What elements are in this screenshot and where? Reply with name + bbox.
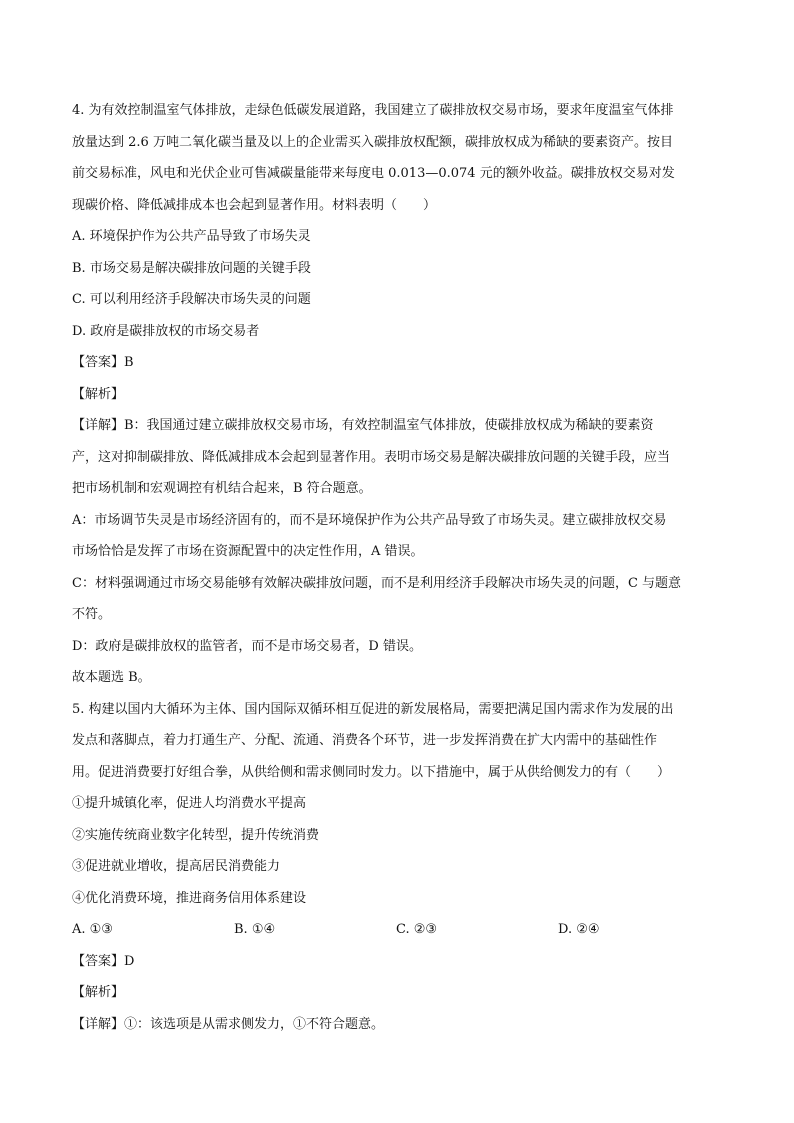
explanation-line: 【详解】①：该选项是从需求侧发力，①不符合题意。 (72, 1016, 385, 1032)
explanation-line: D：政府是碳排放权的监管者，而不是市场交易者，D 错误。 (72, 638, 422, 654)
explanation-line: A：市场调节失灵是市场经济固有的，而不是环境保护作为公共产品导致了市场失灵。建立碳排放权交易 (72, 512, 667, 528)
explanation-line: 市场恰恰是发挥了市场在资源配置中的决定性作用，A 错误。 (72, 544, 424, 559)
question-stem-line: 用。促进消费要打好组合拳，从供给侧和需求侧同时发力。以下措施中，属于从供给侧发力的有（ ） (72, 764, 671, 780)
question-4 (72, 95, 722, 694)
explanation-line: C：材料强调通过市场交易能够有效解决碳排放问题，而不是利用经济手段解决市场失灵的问题，C 与题意 (72, 575, 682, 591)
explanation-line: 把市场机制和宏观调控有机结合起来，B 符合题意。 (72, 481, 372, 496)
option-a: A. 环境保护作为公共产品导致了市场失灵 (72, 229, 311, 244)
question-stem-line: 4. 为有效控制温室气体排放，走绿色低碳发展道路，我国建立了碳排放权交易市场，要求年度温室气体排 (72, 103, 674, 118)
answer-label: 【答案】B (72, 355, 134, 370)
option-d: D. 政府是碳排放权的市场交易者 (72, 323, 260, 339)
choice-row (72, 914, 722, 946)
explanation-line: 【详解】B：我国通过建立碳排放权交易市场，有效控制温室气体排放，使碳排放权成为稀缺的要素资 (72, 418, 654, 433)
choice-a: A. ①③ (72, 922, 113, 937)
question-stem-line: 5. 构建以国内大循环为主体、国内国际双循环相互促进的新发展格局，需要把满足国内需求作为发展的出 (72, 701, 674, 717)
question-stem-line: 放量达到 2.6 万吨二氧化碳当量及以上的企业需买入碳排放权配额，碳排放权成为稀缺的要素资产。按目 (72, 134, 673, 150)
statement-item-1: ①提升城镇化率，促进人均消费水平提高 (72, 796, 307, 811)
explanation-line: 不符。 (72, 607, 112, 622)
analysis-label: 【解析】 (72, 386, 125, 402)
question-stem-line: 现碳价格、降低减排成本也会起到显著作用。材料表明（ ） (72, 197, 437, 213)
statement-item-3: ③促进就业增收，提高居民消费能力 (72, 859, 281, 874)
question-5 (72, 694, 722, 1041)
statement-item-2: ②实施传统商业数字化转型，提升传统消费 (72, 827, 320, 843)
choice-d: D. ②④ (558, 922, 600, 937)
option-b: B. 市场交易是解决碳排放问题的关键手段 (72, 260, 311, 276)
explanation-line: 故本题选 B。 (72, 670, 151, 685)
explanation-line: 产，这对抑制碳排放、降低减排成本会起到显著作用。表明市场交易是解决碳排放问题的关键手段，应当 (72, 449, 671, 465)
option-c: C. 可以利用经济手段解决市场失灵的问题 (72, 292, 311, 307)
statement-item-4: ④优化消费环境，推进商务信用体系建设 (72, 890, 307, 906)
choice-c: C. ②③ (396, 922, 438, 937)
analysis-label: 【解析】 (72, 985, 125, 1000)
question-stem-line: 发点和落脚点，着力打通生产、分配、流通、消费各个环节，进一步发挥消费在扩大内需中的基础性作 (72, 733, 658, 748)
question-stem-line: 前交易标准，风电和光伏企业可售减碳量能带来每度电 0.013—0.074 元的额外收益。碳排放权交易对发 (72, 166, 675, 181)
page-content (72, 95, 722, 1040)
choice-b: B. ①④ (234, 922, 276, 937)
answer-label: 【答案】D (72, 953, 135, 969)
